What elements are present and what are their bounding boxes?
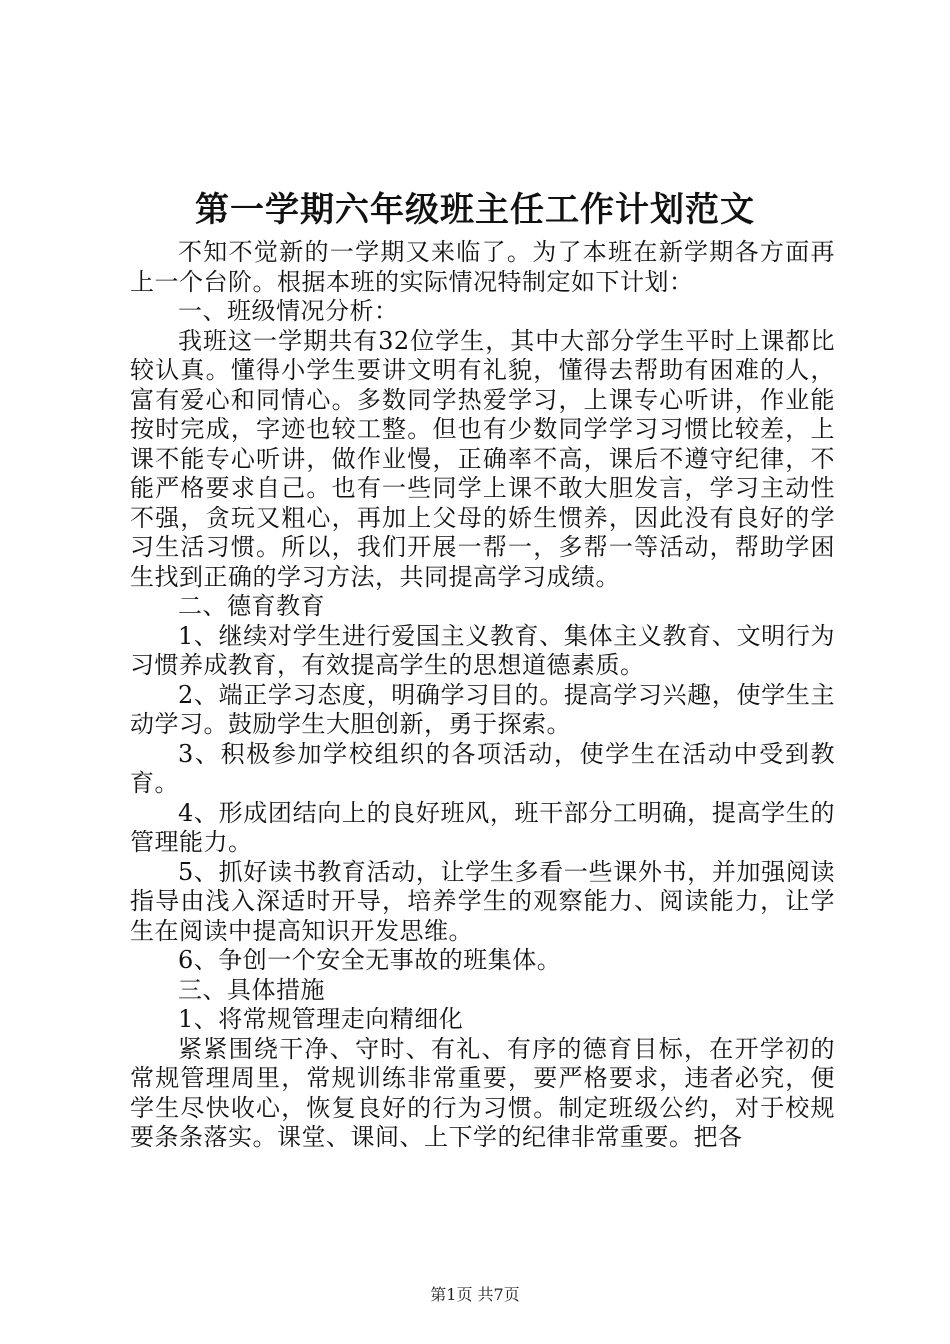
list-item-moral-5: 5、抓好读书教育活动，让学生多看一些课外书，并加强阅读指导由浅入深适时开导，培养学生的观察能力、阅读能力，让学生在阅读中提高知识开发思维。 (130, 857, 835, 945)
list-item-moral-6: 6、争创一个安全无事故的班集体。 (178, 946, 562, 974)
heading-class-analysis: 一、班级情况分析： (178, 297, 399, 325)
heading-specific-measures: 三、具体措施 (178, 975, 325, 1004)
paragraph-routine-management: 紧紧围绕干净、守时、有礼、有序的德育目标，在开学初的常规管理周里，常规训练非常重要，要严格要求，违者必究，便学生尽快收心，恢复良好的行为习惯。制定班级公约，对于校规要条条落实。课堂、课间、上下学的纪律非常重要。把各 (130, 1034, 835, 1151)
list-item-moral-4: 4、形成团结向上的良好班风，班干部分工明确，提高学生的管理能力。 (130, 798, 835, 856)
heading-moral-education: 二、德育教育 (178, 592, 325, 620)
list-item-moral-2: 2、端正学习态度，明确学习目的。提高学习兴趣，使学生主动学习。鼓励学生大胆创新，勇于探索。 (130, 680, 835, 738)
paragraph-intro: 不知不觉新的一学期又来临了。为了本班在新学期各方面再上一个台阶。根据本班的实际情况特制定如下计划： (130, 238, 835, 296)
paragraph-class-analysis: 我班这一学期共有32位学生，其中大部分学生平时上课都比较认真。懂得小学生要讲文明有礼貌，懂得去帮助有困难的人，富有爱心和同情心。多数同学热爱学习，上课专心听讲，作业能按时完成，字迹也较工整。但也有少数同学学习习惯比较差，上课不能专心听讲，做作业慢，正确率不高，课后不遵守纪律，不能严格要求自己。也有一些同学上课不敢大胆发言，学习主动性不强，贪玩又粗心，再加上父母的娇生惯养，因此没有良好的学习生活习惯。所以，我们开展一帮一，多帮一等活动，帮助学困生找到正确的学习方法，共同提高学习成绩。 (130, 326, 835, 591)
page-title: 第一学期六年级班主任工作计划范文 (195, 190, 755, 230)
page-number-footer: 第1页 共7页 (430, 1285, 520, 1304)
list-item-moral-3: 3、积极参加学校组织的各项活动，使学生在活动中受到教育。 (130, 739, 835, 797)
document-body (130, 238, 835, 1153)
subheading-routine-management: 1、将常规管理走向精细化 (178, 1005, 464, 1033)
list-item-moral-1: 1、继续对学生进行爱国主义教育、集体主义教育、文明行为习惯养成教育，有效提高学生的思想道德素质。 (130, 621, 835, 679)
